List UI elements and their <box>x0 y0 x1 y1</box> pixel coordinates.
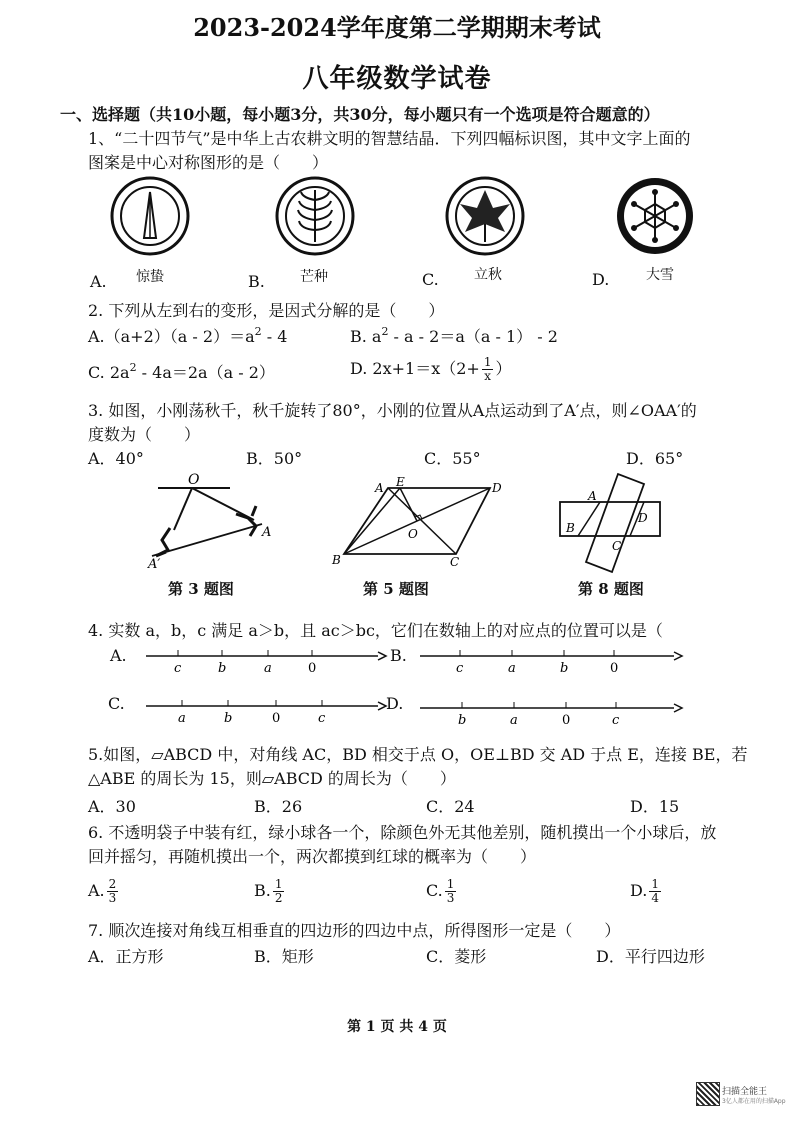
nl-c-label-1: a <box>178 711 186 726</box>
q7-option-d: D．平行四边形 <box>596 947 705 966</box>
fig3-label-a2: A′ <box>148 557 161 572</box>
q5-stem-line1: 5.如图，▱ABCD 中，对角线 AC，BD 相交于点 O，OE⊥BD 交 AD 于点 E，连接 BE，若 <box>88 745 748 764</box>
q6-option-d: D. $\frac{1}{4}$ <box>630 877 659 905</box>
fig5-label-c: C <box>450 555 460 569</box>
q4-numberline-c <box>140 694 390 730</box>
q4-option-c-letter: C. <box>108 694 125 713</box>
q3-option-d: D．65° <box>626 449 684 468</box>
q7-option-c: C．菱形 <box>426 947 487 966</box>
q2-stem: 2. 下列从左到右的变形，是因式分解的是（ ） <box>88 301 445 320</box>
fig8-label-a: A <box>588 489 597 503</box>
fig8-caption: 第 8 题图 <box>578 580 644 598</box>
q3-stem-line2: 度数为（ ） <box>88 425 201 444</box>
q4-numberline-b <box>416 642 688 678</box>
nl-b-label-3: b <box>560 661 569 676</box>
q4-option-b-letter: B. <box>390 646 407 665</box>
fig5-label-e: E <box>396 475 405 489</box>
q1-option-c-letter: C. <box>422 270 439 289</box>
nl-d-label-3: 0 <box>562 713 571 728</box>
q4-numberline-a <box>140 642 390 678</box>
nl-d-label-4: c <box>612 713 620 728</box>
q5-option-c: C．24 <box>426 797 475 816</box>
emblem-liqiu-icon <box>447 178 523 254</box>
q4-stem: 4. 实数 a，b，c 满足 a＞b，且 ac＞bc，它们在数轴上的对应点的位置可以是（ <box>88 621 663 640</box>
q7-stem: 7. 顺次连接对角线互相垂直的四边形的四边中点，所得图形一定是（ ） <box>88 921 621 940</box>
nl-a-label-3: a <box>264 661 272 676</box>
q7-option-a: A．正方形 <box>88 947 164 966</box>
fig3-label-a: A <box>262 525 272 540</box>
q5-stem-line2: △ABE 的周长为 15，则▱ABCD 的周长为（ ） <box>88 769 456 788</box>
figures-row <box>130 470 690 574</box>
q3-option-b: B．50° <box>246 449 303 468</box>
fig5-label-b: B <box>332 553 341 567</box>
fig5-label-o: O <box>408 527 418 541</box>
q4-option-a-letter: A. <box>110 646 127 665</box>
q2-option-a: $A.(a+2)(a - 2)=a^2 - 4$ <box>88 325 288 346</box>
nl-a-label-1: c <box>174 661 182 676</box>
q1-option-c-label: 立秋 <box>474 267 502 283</box>
exam-title: 2023-2024学年度第二学期期末考试 <box>193 13 601 42</box>
scanner-watermark <box>696 1082 786 1106</box>
q6-stem-line1: 6. 不透明袋子中装有红，绿小球各一个，除颜色外无其他差别，随机摸出一个小球后，放 <box>88 823 717 842</box>
fig8-label-b: B <box>566 521 575 535</box>
nl-b-label-1: c <box>456 661 464 676</box>
fig5-caption: 第 5 题图 <box>363 580 429 598</box>
fig8-label-d: D <box>638 511 648 525</box>
emblem-daxue-icon <box>617 178 693 254</box>
q1-emblems <box>100 176 700 260</box>
watermark-brand: 扫描全能王 <box>722 1087 768 1097</box>
q2-option-d: D. 2x+1＝x（2+ $\frac{1}{x}$ ） <box>350 355 512 383</box>
q1-option-a-letter: A. <box>90 272 107 291</box>
q6-option-c: C. $\frac{1}{3}$ <box>426 877 455 905</box>
fig8-label-c: C <box>612 539 622 553</box>
emblem-mangzhong-icon <box>277 178 353 254</box>
emblem-jingzhe-icon <box>112 178 188 254</box>
q6-stem-line2: 回并摇匀，再随机摸出一个，两次都摸到红球的概率为（ ） <box>88 847 537 866</box>
fig5-label-a: A <box>375 481 384 495</box>
fig3-caption: 第 3 题图 <box>168 580 234 598</box>
q5-option-b: B．26 <box>254 797 303 816</box>
figure-8-strips <box>560 474 660 572</box>
q1-stem-line1: 1、“二十四节气”是中华上古农耕文明的智慧结晶．下列四幅标识图，其中文字上面的 <box>88 129 691 148</box>
nl-a-label-2: b <box>218 661 227 676</box>
nl-b-label-4: 0 <box>610 661 619 676</box>
q1-option-b-label: 芒种 <box>300 269 328 285</box>
watermark-sub: 3亿人都在用的扫描App <box>722 1098 786 1105</box>
q2-option-b: B. $a^2 - a - 2=a(a - 1) - 2$ <box>350 325 558 346</box>
nl-d-label-2: a <box>510 713 518 728</box>
q1-option-b-letter: B. <box>248 272 265 291</box>
fig5-label-d: D <box>492 481 502 495</box>
nl-b-label-2: a <box>508 661 516 676</box>
nl-a-label-4: 0 <box>308 661 317 676</box>
q1-option-d-label: 大雪 <box>646 267 674 283</box>
q1-stem-line2: 图案是中心对称图形的是（ ） <box>88 153 329 172</box>
section-heading: 一、选择题（共10小题，每小题3分，共30分，每小题只有一个选项是符合题意的） <box>60 105 660 124</box>
q1-option-a-label: 惊蛰 <box>136 269 164 285</box>
nl-c-label-3: 0 <box>272 711 281 726</box>
q3-option-a: A．40° <box>88 449 144 468</box>
q4-option-d-letter: D. <box>386 694 404 713</box>
fig3-label-o: O <box>188 472 200 488</box>
q4-numberline-d <box>416 694 688 730</box>
nl-c-label-2: b <box>224 711 233 726</box>
q5-option-a: A．30 <box>88 797 136 816</box>
figure-5-parallelogram <box>331 475 502 569</box>
q3-option-c: C．55° <box>424 449 481 468</box>
q1-option-d-letter: D. <box>592 270 610 289</box>
page-number: 第 1 页 共 4 页 <box>347 1019 447 1035</box>
q2-option-c: C. $2a^2 - 4a=2a(a - 2)$ <box>88 361 275 382</box>
q5-option-d: D．15 <box>630 797 680 816</box>
q6-option-a: A. $\frac{2}{3}$ <box>88 877 117 905</box>
nl-c-label-4: c <box>318 711 326 726</box>
q7-option-b: B．矩形 <box>254 947 314 966</box>
q3-stem-line1: 3. 如图，小刚荡秋千，秋千旋转了80°，小刚的位置从A点运动到了A′点，则∠OAA′的 <box>88 401 697 420</box>
q6-option-b: B. $\frac{1}{2}$ <box>254 877 283 905</box>
exam-subtitle: 八年级数学试卷 <box>302 64 492 94</box>
qr-code-icon <box>696 1082 720 1106</box>
nl-d-label-1: b <box>458 713 467 728</box>
figure-3-swing <box>147 472 271 572</box>
